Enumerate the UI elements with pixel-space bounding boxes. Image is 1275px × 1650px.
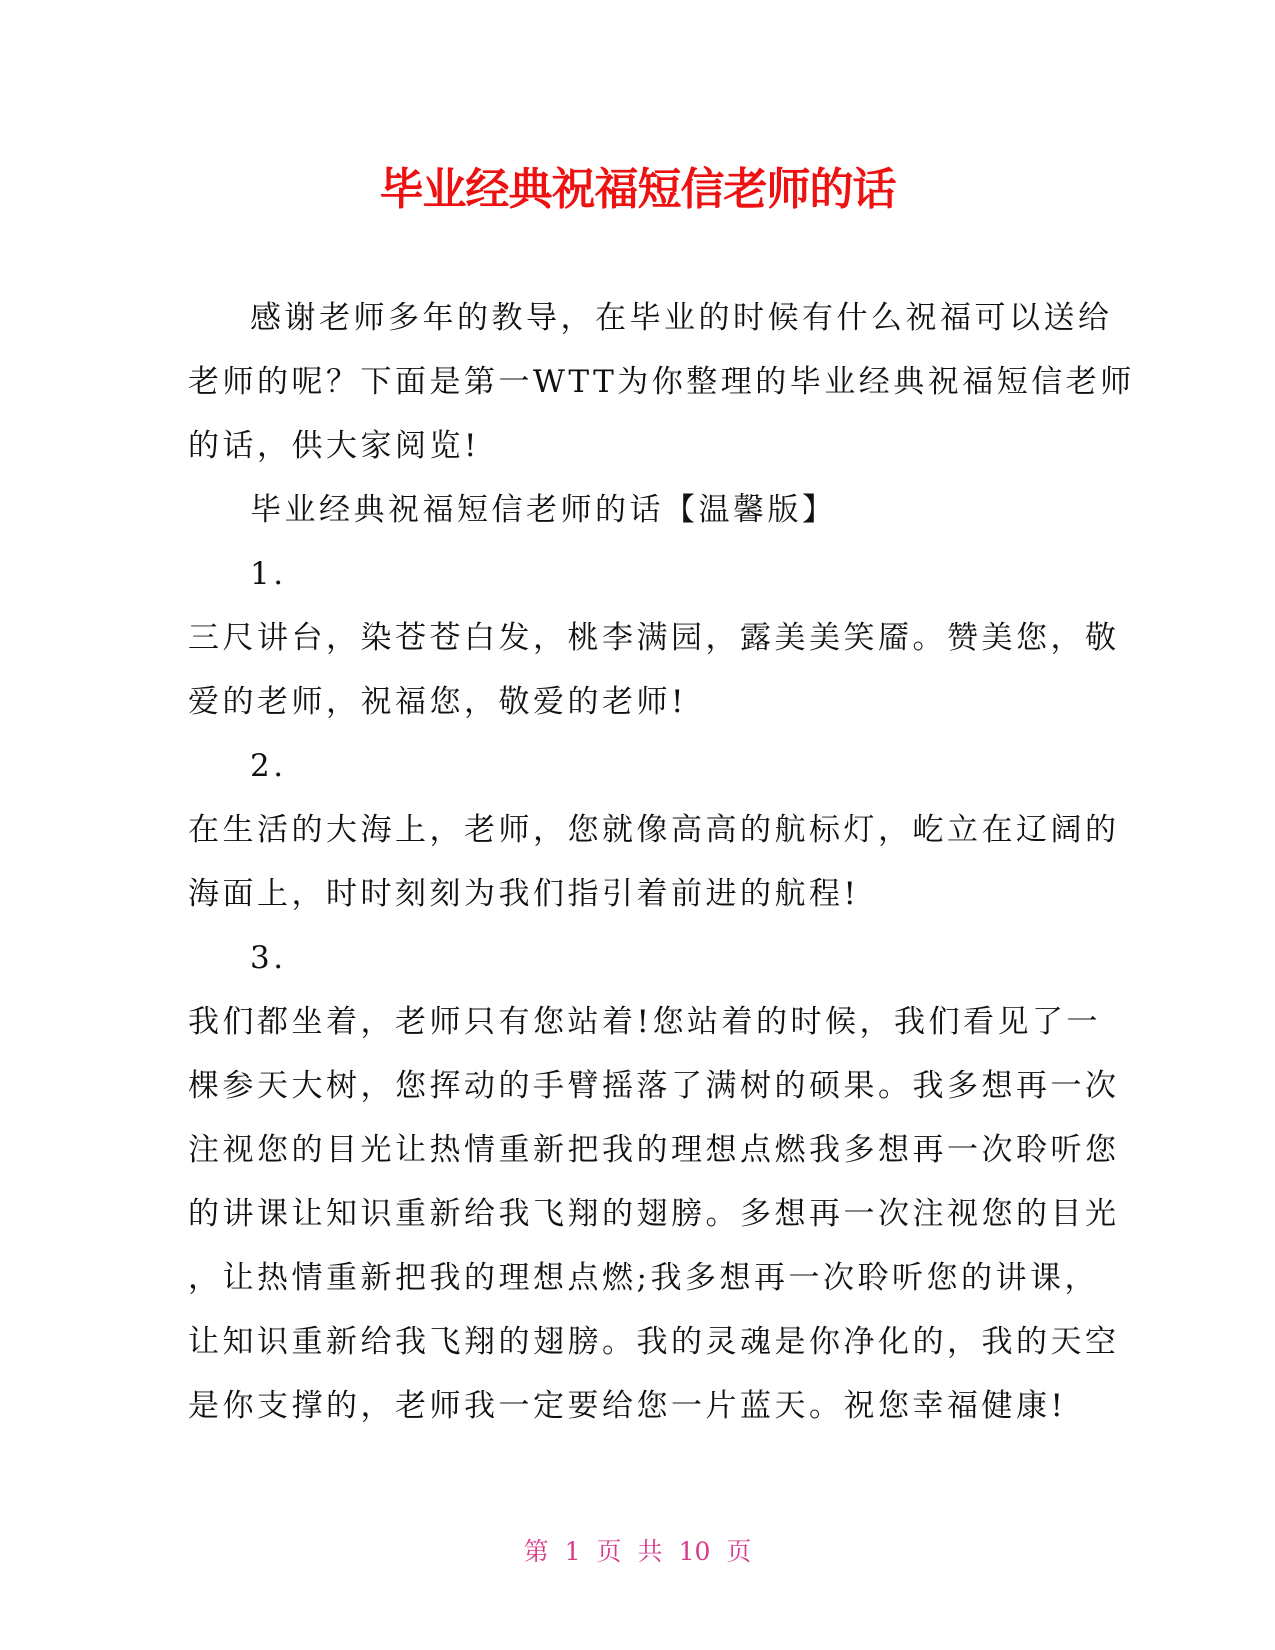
total-pages-number: 10 <box>678 1537 711 1566</box>
paragraph-line: 是你支撑的，老师我一定要给您一片蓝天。祝您幸福健康! <box>188 1388 1067 1424</box>
paragraph-line: 的话，供大家阅览! <box>188 428 480 464</box>
paragraph-line: ，让热情重新把我的理想点燃;我多想再一次聆听您的讲课， <box>188 1260 1099 1296</box>
page-footer <box>0 1532 1275 1572</box>
current-page-number: 1 <box>564 1537 581 1566</box>
paragraph-line: 三尺讲台，染苍苍白发，桃李满园，露美美笑靥。赞美您，敬 <box>188 620 1120 656</box>
paragraph-line: 海面上，时时刻刻为我们指引着前进的航程! <box>188 876 860 912</box>
paragraph-line: 让知识重新给我飞翔的翅膀。我的灵魂是你净化的，我的天空 <box>188 1324 1120 1360</box>
section-heading: 毕业经典祝福短信老师的话【温馨版】 <box>250 492 837 528</box>
document-title: 毕业经典祝福短信老师的话 <box>379 164 896 215</box>
paragraph-line: 的讲课让知识重新给我飞翔的翅膀。多想再一次注视您的目光 <box>188 1196 1120 1232</box>
footer-total-word: 共 <box>637 1537 663 1566</box>
item-number: 1. <box>250 556 287 592</box>
paragraph-line: 在生活的大海上，老师，您就像高高的航标灯，屹立在辽阔的 <box>188 812 1120 848</box>
paragraph-line: 爱的老师，祝福您，敬爱的老师! <box>188 684 687 720</box>
footer-page-word: 页 <box>596 1537 622 1566</box>
document-body <box>188 286 1135 1438</box>
paragraph-line: 老师的呢？下面是第一WTT为你整理的毕业经典祝福短信老师 <box>188 364 1135 400</box>
item-number: 3. <box>250 940 287 976</box>
footer-prefix: 第 <box>523 1537 549 1566</box>
paragraph-line: 感谢老师多年的教导，在毕业的时候有什么祝福可以送给 <box>250 300 1113 336</box>
paragraph-line: 注视您的目光让热情重新把我的理想点燃我多想再一次聆听您 <box>188 1132 1120 1168</box>
paragraph-line: 棵参天大树，您挥动的手臂摇落了满树的硕果。我多想再一次 <box>188 1068 1120 1104</box>
footer-suffix: 页 <box>726 1537 752 1566</box>
item-number: 2. <box>250 748 287 784</box>
paragraph-line: 我们都坐着，老师只有您站着!您站着的时候，我们看见了一 <box>188 1004 1101 1040</box>
